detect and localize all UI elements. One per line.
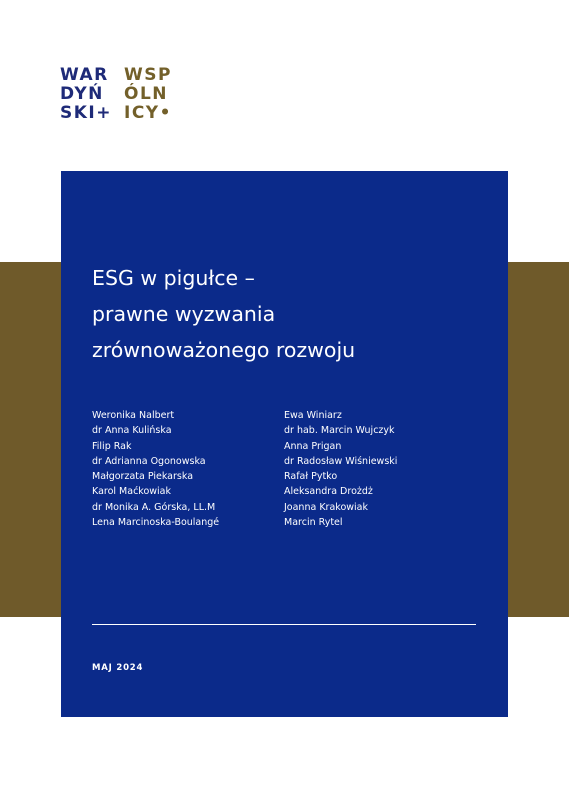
author-name: Marcin Rytel [284, 517, 343, 529]
author-name: dr hab. Marcin Wujczyk [284, 425, 395, 437]
author-name: Małgorzata Piekarska [92, 471, 194, 483]
author-name: Filip Rak [92, 440, 132, 452]
author-name: Aleksandra Drożdż [284, 486, 373, 498]
publication-date: MAJ 2024 [92, 663, 144, 673]
author-name: Lena Marcinoska-Boulangé [92, 517, 220, 529]
author-name: Karol Maćkowiak [92, 486, 172, 498]
logo-line: SKI+ [60, 103, 112, 123]
authors-right-column [284, 408, 397, 530]
author-name: Weronika Nalbert [92, 410, 175, 421]
logo-right-column [124, 66, 172, 123]
author-name: dr Anna Kulińska [92, 425, 172, 437]
divider-line [92, 624, 476, 625]
logo-line: WSP [124, 65, 172, 85]
logo-left-column [60, 66, 112, 123]
firm-logo [60, 66, 172, 123]
title-line: zrównoważonego rozwoju [92, 338, 356, 362]
author-name: Anna Prigan [284, 440, 342, 452]
logo-line: DYŃ [60, 84, 104, 104]
logo-line: ÓLN [124, 84, 169, 104]
author-name: dr Adrianna Ogonowska [92, 455, 206, 467]
authors-left-column [92, 408, 219, 530]
author-name: dr Monika A. Górska, LL.M [92, 501, 216, 513]
logo-line: ICY• [124, 103, 172, 123]
author-name: dr Radosław Wiśniewski [284, 455, 398, 467]
author-name: Rafał Pytko [284, 471, 338, 483]
document-title [92, 260, 492, 368]
logo-line: WAR [60, 65, 109, 85]
author-name: Joanna Krakowiak [284, 501, 368, 513]
author-name: Ewa Winiarz [284, 410, 342, 421]
title-line: prawne wyzwania [92, 302, 276, 326]
title-line: ESG w pigułce – [92, 266, 255, 290]
